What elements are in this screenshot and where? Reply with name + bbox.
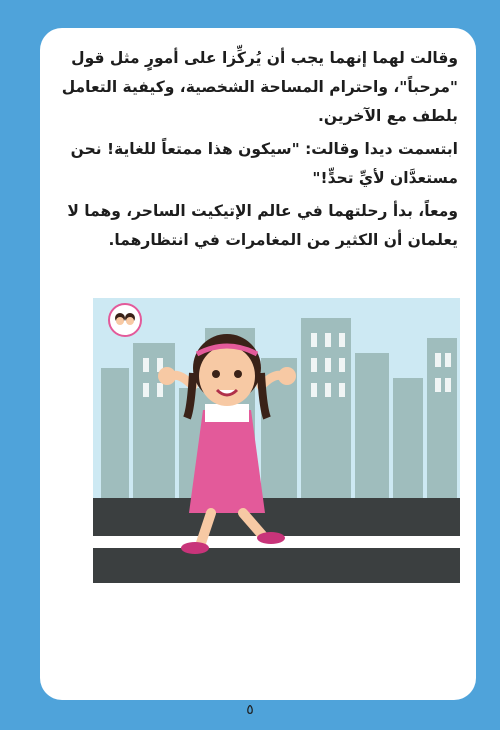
paragraph-3: ومعاً، بدأ رحلتهما في عالم الإتيكيت الساحر، وهما لا يعلمان أن الكثير من المغامرات في انتظارهما. xyxy=(67,202,458,249)
story-text xyxy=(58,44,458,259)
city-scene xyxy=(93,298,460,583)
paragraph-1: وقالت لهما إنهما يجب أن يُركِّزا على أمورٍ مثل قول "مرحباً"، واحترام المساحة الشخصية، وكيفية التعامل بلطف مع الآخرين. xyxy=(61,49,458,125)
story-illustration xyxy=(93,298,460,583)
page-number: ٥ xyxy=(246,702,254,718)
paragraph-2: ابتسمت ديدا وقالت: "سيكون هذا ممتعاً للغاية! نحن مستعدَّان لأيِّ تحدٍّ!" xyxy=(70,140,458,187)
badge-icon xyxy=(109,304,141,336)
